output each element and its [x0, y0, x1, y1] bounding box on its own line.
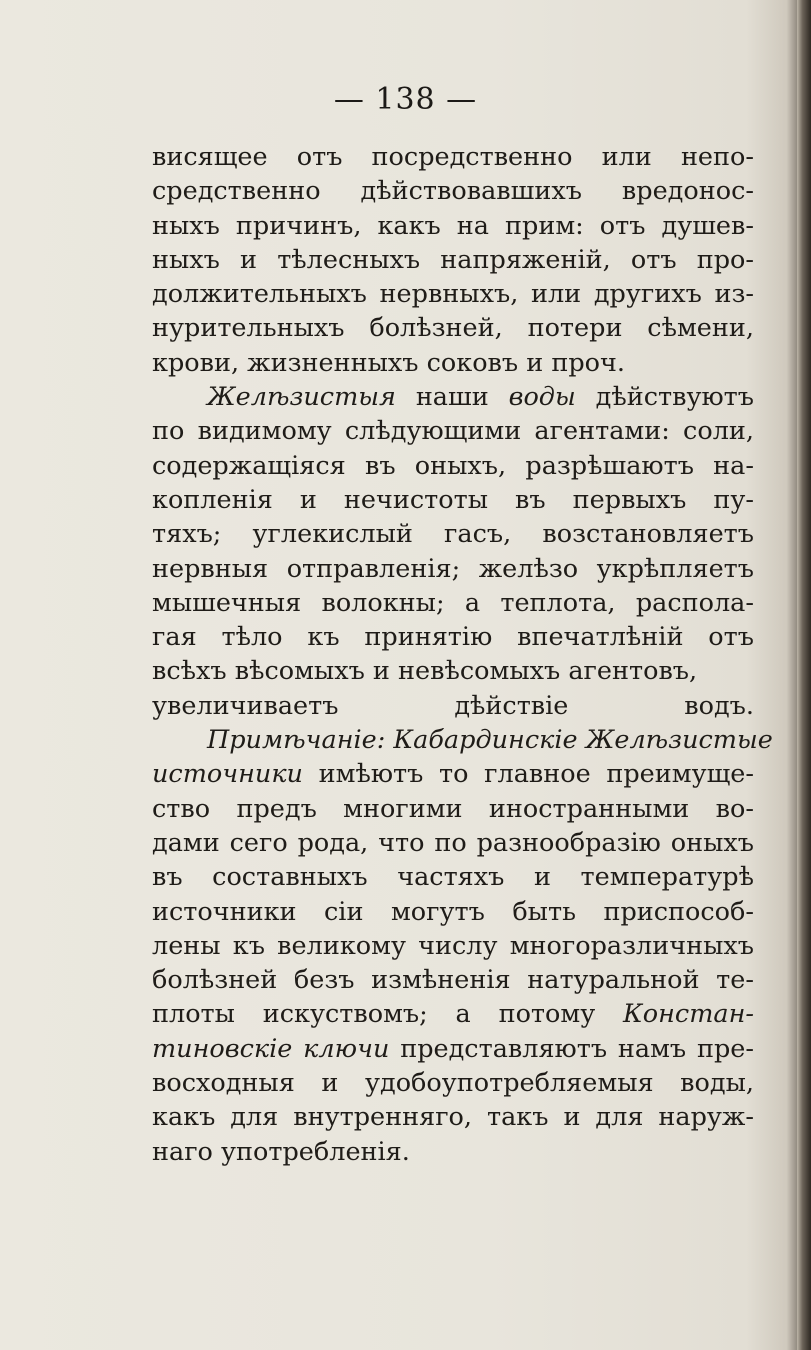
text-line — [152, 1135, 754, 1169]
text-run: нервныя отправленія; желѣзо укрѣпляетъ — [152, 553, 754, 584]
text-line — [152, 140, 754, 174]
text-line — [152, 860, 754, 894]
page-number: — 138 — — [333, 82, 478, 117]
body-text — [152, 140, 773, 1169]
text-line — [152, 929, 754, 963]
text-line — [152, 586, 754, 620]
text-line — [152, 757, 754, 791]
italic-text: воды — [508, 382, 576, 413]
text-run: какъ для внутренняго, такъ и для наруж- — [152, 1102, 754, 1133]
text-run: висящее отъ посредственно или непо- — [152, 142, 754, 172]
text-line — [152, 997, 754, 1031]
text-run: мышечныя волокны; а теплота, распола- — [152, 587, 754, 618]
text-line — [152, 174, 754, 208]
text-line — [152, 277, 754, 311]
text-line — [152, 483, 754, 517]
text-run: источники сіи могутъ быть приспособ- — [152, 896, 754, 927]
text-run: должительныхъ нервныхъ, или другихъ из- — [152, 279, 754, 310]
text-line — [152, 654, 754, 688]
text-run: нурительныхъ болѣзней, потери сѣмени, — [152, 313, 754, 344]
text-run: восходныя и удобоупотребляемыя воды, — [152, 1068, 754, 1099]
text-line — [152, 1032, 754, 1066]
italic-text: Констан- — [623, 999, 754, 1030]
text-line — [152, 449, 754, 483]
text-run: плоты искуствомъ; а потому — [152, 999, 624, 1030]
text-line — [152, 1066, 754, 1100]
text-line — [152, 723, 773, 757]
italic-text: тиновскіе ключи — [152, 1033, 390, 1064]
text-line — [152, 1100, 754, 1134]
text-run: средственно дѣйствовавшихъ вредонос- — [152, 176, 754, 207]
italic-text: Желѣзистыя — [207, 382, 396, 413]
text-run: копленія и нечистоты въ первыхъ пу- — [152, 484, 754, 515]
text-run: ныхъ причинъ, какъ на прим: отъ душев- — [152, 210, 754, 241]
text-run: лены къ великому числу многоразличныхъ — [152, 930, 754, 961]
text-line — [152, 209, 754, 243]
text-line — [152, 552, 754, 586]
text-run: увеличиваетъ дѣйствіе водъ. — [152, 690, 754, 721]
text-run: въ составныхъ частяхъ и температурѣ — [152, 862, 754, 893]
italic-text: источники — [152, 759, 303, 790]
text-line — [152, 311, 754, 345]
italic-text: Примѣчаніе: Кабардинскіе Желѣзистые — [207, 725, 773, 756]
text-run: крови, жизненныхъ соковъ и проч. — [152, 347, 625, 378]
text-run: по видимому слѣдующими агентами: соли, — [152, 416, 754, 447]
text-line — [152, 620, 754, 654]
text-run: представляютъ намъ пре- — [389, 1033, 754, 1064]
text-line — [152, 380, 754, 414]
text-run: содержащіяся въ оныхъ, разрѣшаютъ на- — [152, 450, 754, 481]
text-line — [152, 895, 754, 929]
text-run: дѣйствуютъ — [575, 382, 754, 413]
text-run: ныхъ и тѣлесныхъ напряженій, отъ про- — [152, 244, 754, 275]
text-line — [152, 963, 754, 997]
text-line — [152, 414, 754, 448]
text-run: тяхъ; углекислый гасъ, возстановляетъ — [152, 519, 754, 550]
text-line — [152, 826, 754, 860]
text-run: наго употребленія. — [152, 1136, 410, 1167]
text-run: ство предъ многими иностранными во- — [152, 793, 754, 824]
text-line — [152, 346, 754, 380]
text-line — [152, 792, 754, 826]
text-run: всѣхъ вѣсомыхъ и невѣсомыхъ агентовъ, — [152, 656, 698, 687]
text-run: наши — [395, 382, 509, 413]
page-edge-shadow — [797, 0, 811, 1350]
text-run: гая тѣло къ принятію впечатлѣній отъ — [152, 622, 754, 653]
text-run: имѣютъ то главное преимуще- — [302, 759, 754, 790]
text-run: болѣзней безъ измѣненія натуральной те- — [152, 965, 754, 996]
text-run: дами сего рода, что по разнообразію оныхъ — [152, 827, 754, 858]
text-line — [152, 689, 754, 723]
text-line — [152, 243, 754, 277]
text-line — [152, 517, 754, 551]
